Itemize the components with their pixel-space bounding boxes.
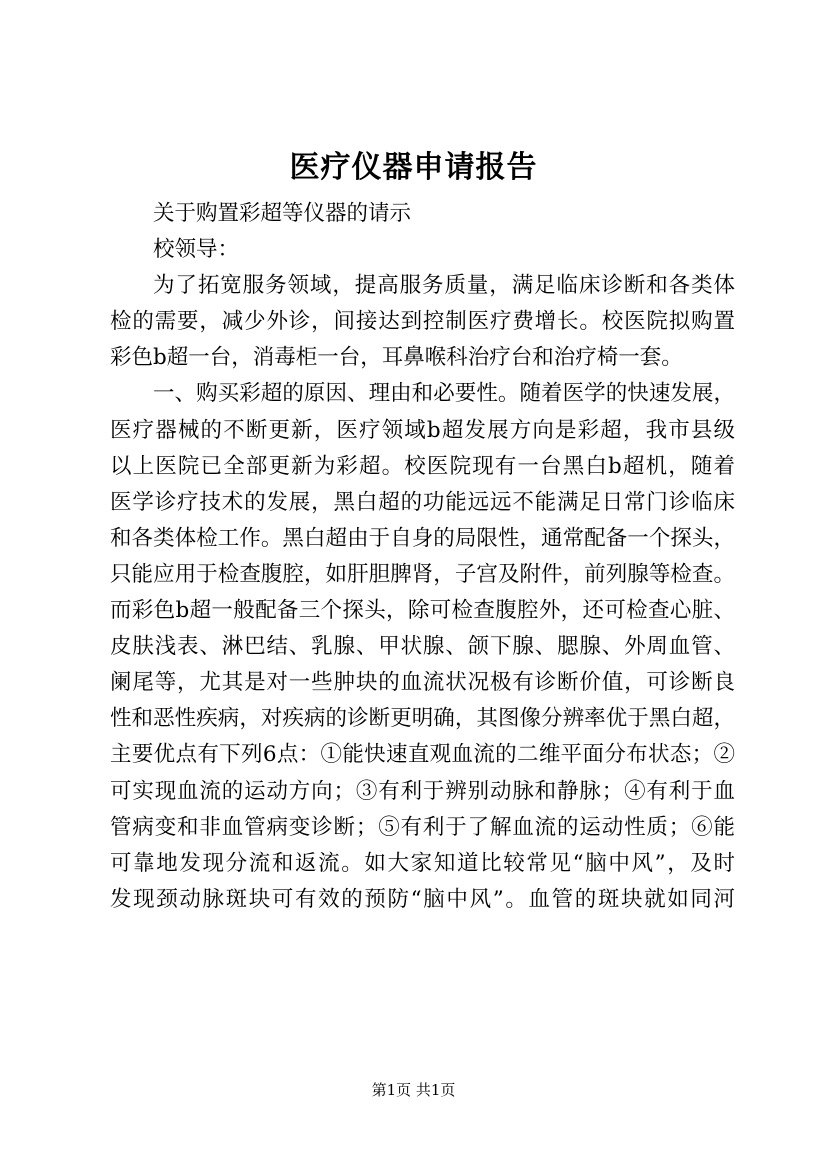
body-text: [110, 196, 735, 918]
page-number-footer: 第1页 共1页: [371, 1081, 456, 1099]
text-line: 管病变和非血管病变诊断；⑤有利于了解血流的运动性质；⑥能: [110, 814, 735, 840]
text-line: 发现颈动脉斑块可有效的预防“脑中风”。血管的斑块就如同河: [110, 886, 735, 912]
text-line: 为了拓宽服务领域，提高服务质量，满足临床诊断和各类体: [153, 273, 735, 299]
text-line: 性和恶性疾病，对疾病的诊断更明确，其图像分辨率优于黑白超，: [110, 706, 735, 732]
text-line-salutation: 校领导：: [153, 237, 240, 263]
text-line: 而彩色b超一般配备三个探头，除可检查腹腔外，还可检查心脏、: [110, 598, 735, 624]
text-line: 彩色b超一台，消毒柜一台，耳鼻喉科治疗台和治疗椅一套。: [110, 345, 683, 371]
text-line: 和各类体检工作。黑白超由于自身的局限性，通常配备一个探头，: [110, 525, 735, 551]
text-line: 主要优点有下列6点：①能快速直观血流的二维平面分布状态；②: [110, 742, 735, 768]
text-line: 医疗器械的不断更新，医疗领域b超发展方向是彩超，我市县级: [110, 417, 735, 443]
text-line: 可实现血流的运动方向；③有利于辨别动脉和静脉；④有利于血: [110, 778, 735, 804]
text-line: 检的需要，减少外诊，间接达到控制医疗费增长。校医院拟购置: [110, 309, 735, 335]
page-title: 医疗仪器申请报告: [289, 150, 538, 185]
text-line: 只能应用于检查腹腔，如肝胆脾肾，子宫及附件，前列腺等检查。: [110, 561, 735, 587]
text-line: 可靠地发现分流和返流。如大家知道比较常见“脑中风”，及时: [110, 850, 735, 876]
text-line: 皮肤浅表、淋巴结、乳腺、甲状腺、颌下腺、腮腺、外周血管、: [110, 634, 735, 660]
text-line: 以上医院已全部更新为彩超。校医院现有一台黑白b超机，随着: [110, 453, 735, 479]
text-line: 阑尾等，尤其是对一些肿块的血流状况极有诊断价值，可诊断良: [110, 670, 735, 696]
text-line: 医学诊疗技术的发展，黑白超的功能远远不能满足日常门诊临床: [110, 489, 735, 515]
text-line-subject: 关于购置彩超等仪器的请示: [153, 201, 412, 226]
text-line: 一、购买彩超的原因、理由和必要性。随着医学的快速发展，: [153, 381, 735, 407]
